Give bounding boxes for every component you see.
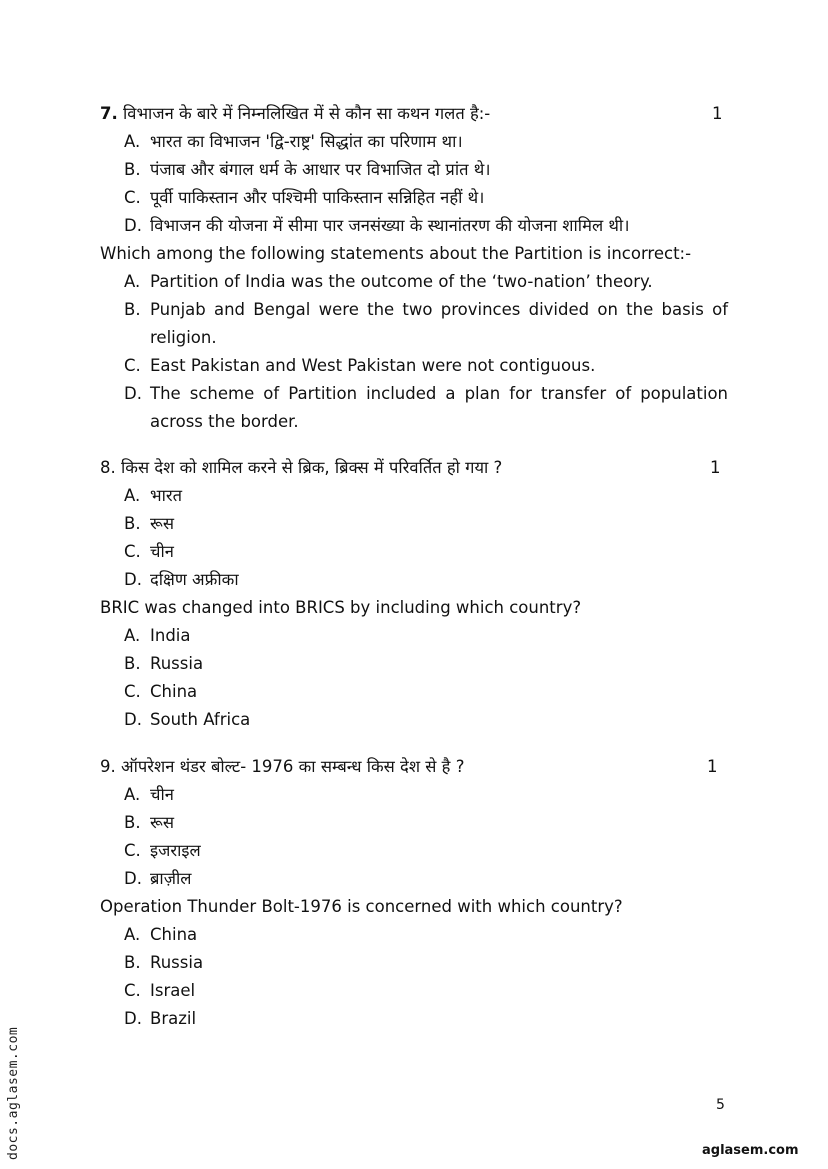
option-letter: A. bbox=[124, 626, 141, 645]
option-letter: C. bbox=[124, 188, 141, 207]
option-letter: A. bbox=[124, 785, 141, 804]
option-text: चीन bbox=[150, 785, 174, 804]
option-b-hindi bbox=[124, 512, 174, 536]
option-letter: D. bbox=[124, 570, 142, 589]
option-text: पूर्वी पाकिस्तान और पश्चिमी पाकिस्तान सन्निहित नहीं थे। bbox=[150, 188, 485, 207]
question-9-english: Operation Thunder Bolt-1976 is concerned with which country? bbox=[100, 897, 623, 916]
option-letter: B. bbox=[124, 654, 141, 673]
option-text: Partition of India was the outcome of the ‘two-nation’ theory. bbox=[150, 272, 653, 291]
question-text-hindi: ऑपरेशन थंडर बोल्ट- 1976 का सम्बन्ध किस देश से है ? bbox=[121, 757, 465, 776]
question-marks: 1 bbox=[707, 757, 718, 776]
option-text: ब्राज़ील bbox=[150, 869, 192, 888]
option-text: India bbox=[150, 626, 191, 645]
option-text: रूस bbox=[150, 813, 174, 832]
option-d-english-text: The scheme of Partition included a plan for transfer of population bbox=[150, 384, 728, 403]
option-a-hindi bbox=[124, 484, 182, 508]
option-letter: D. bbox=[124, 216, 142, 235]
option-text: दक्षिण अफ्रीका bbox=[150, 570, 239, 589]
option-c-english bbox=[124, 979, 195, 1003]
option-letter: B. bbox=[124, 813, 141, 832]
brand-link[interactable]: aglasem.com bbox=[702, 1143, 799, 1158]
option-c-english bbox=[124, 680, 197, 704]
option-text: Russia bbox=[150, 654, 204, 673]
option-c-english bbox=[124, 354, 595, 378]
question-9-hindi bbox=[100, 755, 464, 779]
option-letter: C. bbox=[124, 841, 141, 860]
option-c-hindi bbox=[124, 186, 484, 210]
option-text: East Pakistan and West Pakistan were not contiguous. bbox=[150, 356, 596, 375]
page-number: 5 bbox=[716, 1097, 725, 1113]
option-letter: D. bbox=[124, 1009, 142, 1028]
option-c-hindi bbox=[124, 839, 201, 863]
option-letter: A. bbox=[124, 272, 141, 291]
option-d-hindi bbox=[124, 867, 191, 891]
option-a-hindi bbox=[124, 783, 174, 807]
option-text: रूस bbox=[150, 514, 174, 533]
option-b-english bbox=[124, 652, 203, 676]
option-letter: D. bbox=[124, 384, 142, 403]
option-text: Israel bbox=[150, 981, 196, 1000]
option-text: Russia bbox=[150, 953, 204, 972]
option-a-english bbox=[124, 624, 191, 648]
option-text: भारत का विभाजन 'द्वि-राष्ट्र' सिद्धांत का परिणाम था। bbox=[150, 132, 463, 151]
option-text: इजराइल bbox=[150, 841, 201, 860]
question-number: 8. bbox=[100, 458, 116, 477]
option-letter: A. bbox=[124, 486, 141, 505]
option-text: China bbox=[150, 682, 198, 701]
question-7-hindi bbox=[100, 102, 490, 126]
option-letter: D. bbox=[124, 710, 142, 729]
option-text: चीन bbox=[150, 542, 174, 561]
option-a-hindi bbox=[124, 130, 463, 154]
question-7-english: Which among the following statements about the Partition is incorrect:- bbox=[100, 244, 692, 263]
question-number: 7. bbox=[100, 104, 118, 123]
option-letter: C. bbox=[124, 356, 141, 375]
option-d-english-letter bbox=[124, 382, 150, 406]
question-marks: 1 bbox=[712, 104, 723, 123]
option-b-english-continuation: religion. bbox=[150, 328, 217, 347]
question-number: 9. bbox=[100, 757, 116, 776]
option-letter: D. bbox=[124, 869, 142, 888]
option-text: भारत bbox=[150, 486, 183, 505]
option-letter: A. bbox=[124, 925, 141, 944]
option-letter: C. bbox=[124, 542, 141, 561]
option-letter: B. bbox=[124, 300, 141, 319]
option-letter: C. bbox=[124, 981, 141, 1000]
option-d-english-continuation: across the border. bbox=[150, 412, 299, 431]
question-8-english: BRIC was changed into BRICS by including which country? bbox=[100, 598, 582, 617]
option-text: विभाजन की योजना में सीमा पार जनसंख्या के स्थानांतरण की योजना शामिल थी। bbox=[150, 216, 630, 235]
question-marks: 1 bbox=[710, 458, 721, 477]
option-letter: B. bbox=[124, 160, 141, 179]
option-b-english-text: Punjab and Bengal were the two provinces divided on the basis of bbox=[150, 300, 728, 319]
option-d-hindi bbox=[124, 214, 629, 238]
question-text-hindi: विभाजन के बारे में निम्नलिखित में से कौन सा कथन गलत है:- bbox=[123, 104, 491, 123]
option-a-english bbox=[124, 270, 653, 294]
option-b-english-letter bbox=[124, 298, 150, 322]
question-text-hindi: किस देश को शामिल करने से ब्रिक, ब्रिक्स में परिवर्तित हो गया ? bbox=[121, 458, 503, 477]
question-8-hindi bbox=[100, 456, 502, 480]
option-d-english bbox=[124, 708, 250, 732]
option-b-english bbox=[124, 951, 203, 975]
option-letter: C. bbox=[124, 682, 141, 701]
option-letter: B. bbox=[124, 514, 141, 533]
option-letter: A. bbox=[124, 132, 141, 151]
option-b-hindi bbox=[124, 811, 174, 835]
watermark: docs.aglasem.com bbox=[6, 1026, 21, 1160]
option-text: Brazil bbox=[150, 1009, 197, 1028]
option-letter: B. bbox=[124, 953, 141, 972]
option-text: South Africa bbox=[150, 710, 251, 729]
option-text: China bbox=[150, 925, 198, 944]
option-c-hindi bbox=[124, 540, 174, 564]
option-text: पंजाब और बंगाल धर्म के आधार पर विभाजित दो प्रांत थे। bbox=[150, 160, 491, 179]
option-d-english bbox=[124, 1007, 196, 1031]
option-b-hindi bbox=[124, 158, 491, 182]
option-d-hindi bbox=[124, 568, 239, 592]
option-a-english bbox=[124, 923, 197, 947]
